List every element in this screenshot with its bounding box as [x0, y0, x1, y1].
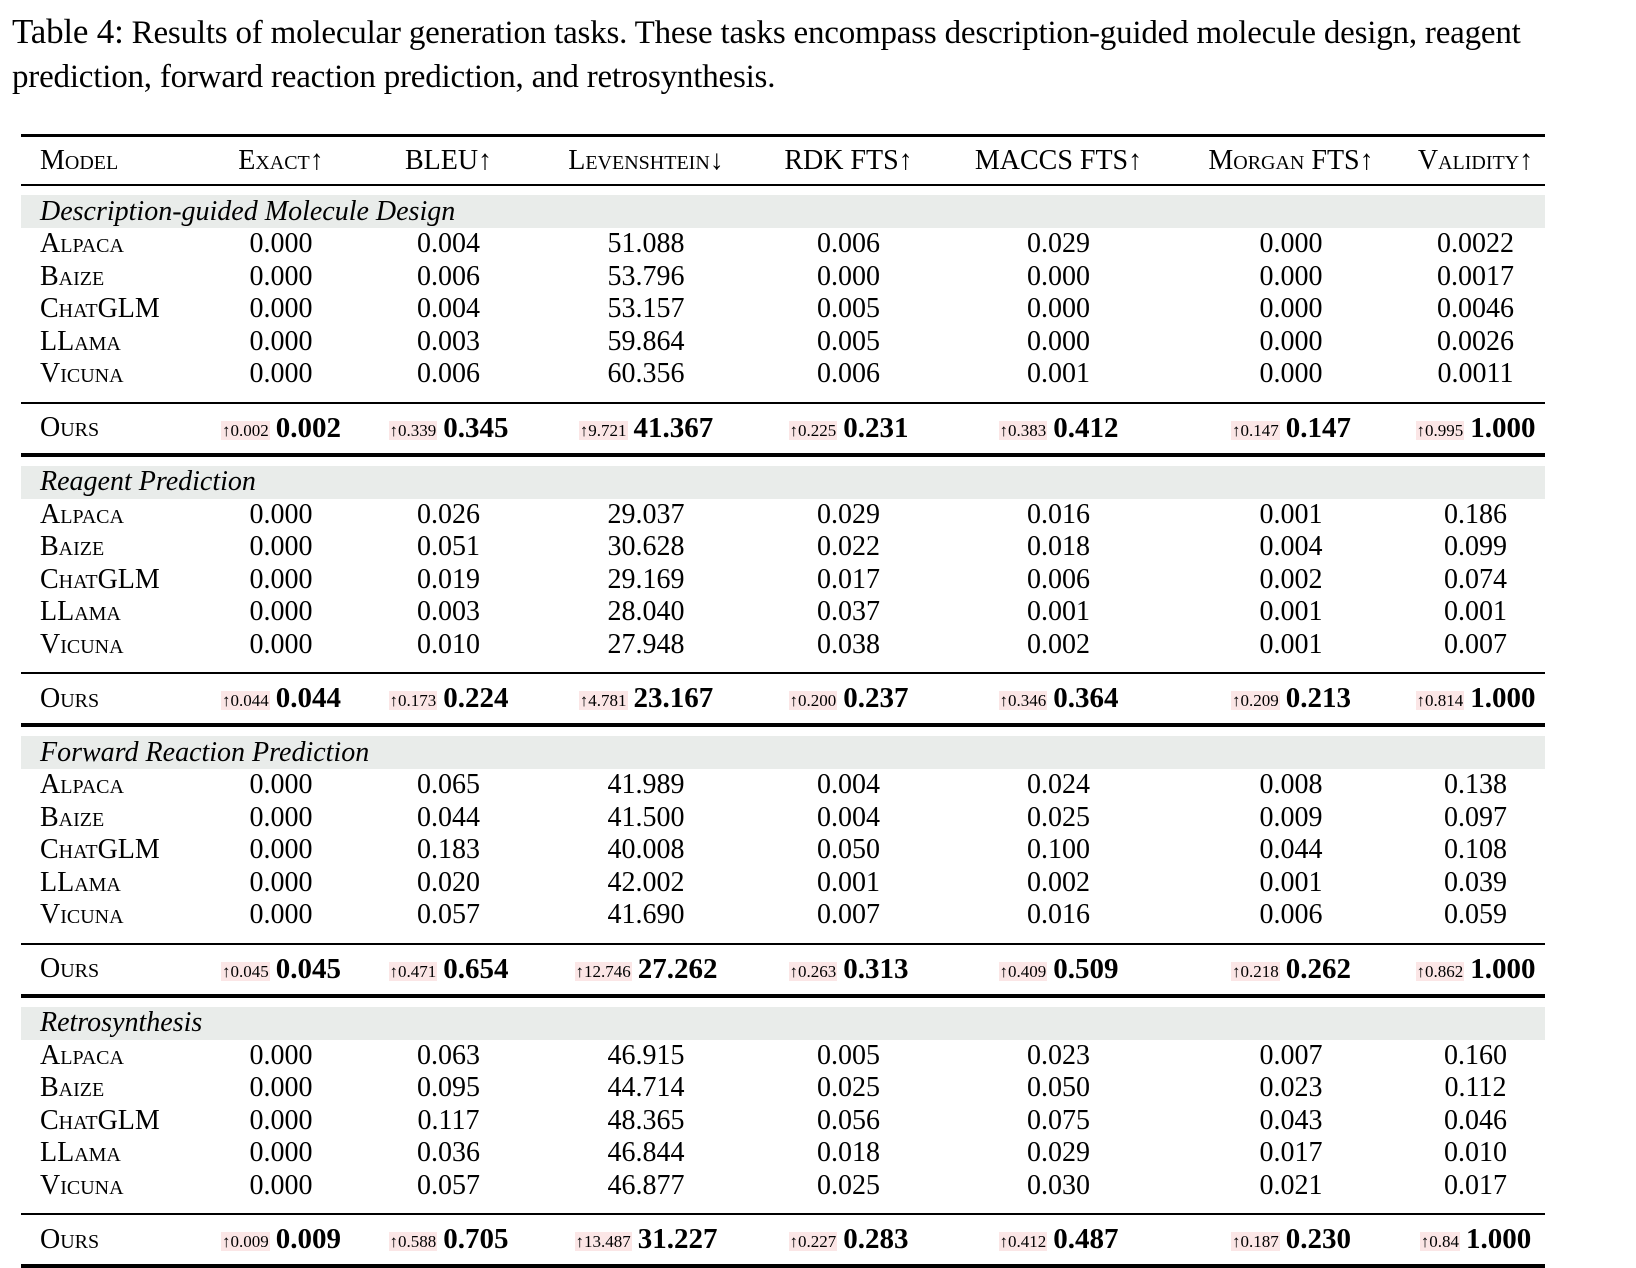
best-value: 1.000: [1470, 952, 1536, 985]
metric-cell: 0.025: [817, 1072, 880, 1104]
best-value: 0.654: [443, 952, 509, 985]
metric-cell: 27.948: [607, 628, 685, 660]
metric-cell: 0.000: [249, 596, 313, 628]
table-row: [21, 1040, 1545, 1073]
metric-cell: 0.005: [817, 325, 880, 357]
ours-metric-cell: [1406, 953, 1545, 986]
best-value: 41.367: [633, 411, 714, 444]
metric-cell: 0.026: [417, 498, 480, 530]
metric-cell: 0.138: [1444, 769, 1507, 801]
model-name: Vicuna: [40, 1169, 124, 1201]
table-row: [21, 564, 1545, 597]
best-value: 0.283: [843, 1223, 909, 1255]
table-row: [21, 867, 1545, 900]
metric-cell: 0.0011: [1437, 358, 1514, 390]
best-value: 0.487: [1053, 1223, 1119, 1255]
metric-cell: 0.099: [1444, 531, 1507, 563]
table-row: [21, 261, 1545, 294]
best-value: 31.227: [637, 1223, 718, 1255]
best-value: 0.213: [1285, 682, 1351, 714]
model-name: ChatGLM: [40, 834, 160, 866]
improvement-delta: ↑0.147: [1232, 420, 1279, 440]
improvement-delta: ↑13.487: [575, 1232, 631, 1251]
caption-label: Table 4:: [12, 12, 124, 51]
ours-metric-cell: [941, 682, 1176, 715]
metric-cell: 0.004: [1259, 531, 1323, 563]
metric-cell: 51.088: [607, 228, 685, 260]
metric-cell: 0.117: [417, 1104, 480, 1136]
table-row: [21, 228, 1545, 261]
metric-cell: 0.100: [1027, 834, 1090, 866]
improvement-delta: ↑0.471: [389, 961, 437, 981]
best-value: 1.000: [1466, 1223, 1532, 1255]
best-value: 0.345: [443, 411, 509, 444]
metric-cell: 0.000: [1027, 293, 1090, 325]
improvement-delta: ↑0.346: [999, 691, 1047, 710]
model-name: LLama: [40, 325, 121, 357]
ours-metric-cell: [201, 953, 361, 986]
section-end-rule: [21, 1264, 1545, 1268]
improvement-delta: ↑0.200: [789, 691, 837, 710]
metric-cell: 0.000: [249, 260, 313, 292]
metric-cell: 0.063: [417, 1039, 480, 1071]
metric-cell: 0.000: [249, 358, 313, 390]
improvement-delta: ↑0.187: [1232, 1232, 1279, 1251]
metric-cell: 0.000: [1259, 260, 1323, 292]
metric-cell: 0.018: [1027, 531, 1090, 563]
ours-row: [21, 674, 1545, 723]
best-value: 0.002: [275, 411, 341, 444]
metric-cell: 0.006: [1259, 899, 1323, 931]
best-value: 0.147: [1285, 411, 1351, 444]
metric-cell: 0.036: [417, 1137, 480, 1169]
metric-cell: 0.043: [1259, 1104, 1323, 1136]
model-name: Vicuna: [40, 358, 124, 390]
header-validity: Validity↑: [1417, 144, 1534, 176]
header-exact: Exact↑: [238, 144, 324, 176]
improvement-delta: ↑12.746: [575, 961, 631, 981]
metric-cell: 0.000: [249, 1104, 313, 1136]
improvement-delta: ↑0.045: [222, 961, 269, 981]
metric-cell: 0.006: [417, 358, 480, 390]
metric-cell: 0.003: [417, 325, 480, 357]
best-value: 23.167: [633, 682, 714, 714]
metric-cell: 60.356: [607, 358, 685, 390]
ours-metric-cell: [536, 682, 756, 715]
metric-cell: 46.915: [607, 1039, 685, 1071]
metric-cell: 0.057: [417, 1169, 480, 1201]
metric-cell: 0.021: [1259, 1169, 1323, 1201]
metric-cell: 41.690: [607, 899, 685, 931]
model-name: Vicuna: [40, 899, 124, 931]
metric-cell: 0.018: [817, 1137, 880, 1169]
ours-metric-cell: [361, 1223, 536, 1256]
improvement-delta: ↑0.173: [389, 691, 437, 710]
table-row: [21, 1105, 1545, 1138]
ours-metric-cell: [536, 1223, 756, 1256]
metric-cell: 0.000: [249, 769, 313, 801]
metric-cell: 0.000: [1259, 358, 1323, 390]
metric-cell: 0.008: [1259, 769, 1323, 801]
metric-cell: 0.000: [249, 1072, 313, 1104]
metric-cell: 46.844: [607, 1137, 685, 1169]
metric-cell: 0.037: [817, 596, 880, 628]
best-value: 0.705: [443, 1223, 509, 1255]
metric-cell: 0.020: [417, 866, 480, 898]
ours-metric-cell: [536, 953, 756, 986]
metric-cell: 0.007: [817, 899, 880, 931]
improvement-delta: ↑0.995: [1416, 420, 1464, 440]
ours-metric-cell: [536, 412, 756, 445]
ours-metric-cell: [1176, 1223, 1406, 1256]
table-row: [21, 596, 1545, 629]
table-row: [21, 1072, 1545, 1105]
model-name: Baize: [40, 801, 105, 833]
metric-cell: 0.019: [417, 563, 480, 595]
metric-cell: 0.000: [249, 1169, 313, 1201]
metric-cell: 0.160: [1444, 1039, 1507, 1071]
improvement-delta: ↑0.209: [1232, 691, 1279, 710]
best-value: 0.044: [275, 682, 341, 714]
metric-cell: 0.051: [417, 531, 480, 563]
metric-cell: 46.877: [607, 1169, 685, 1201]
model-name: Ours: [40, 1223, 100, 1255]
metric-cell: 0.006: [817, 358, 880, 390]
ours-metric-cell: [941, 1223, 1176, 1256]
metric-cell: 0.025: [817, 1169, 880, 1201]
ours-metric-cell: [1406, 412, 1545, 445]
section-header: Retrosynthesis: [21, 1007, 1545, 1040]
metric-cell: 0.056: [817, 1104, 880, 1136]
best-value: 0.045: [275, 952, 341, 985]
metric-cell: 0.004: [817, 769, 880, 801]
improvement-delta: ↑0.409: [999, 961, 1047, 981]
metric-cell: 40.008: [607, 834, 685, 866]
model-name: Alpaca: [40, 1039, 124, 1071]
metric-cell: 41.500: [607, 801, 685, 833]
ours-metric-cell: [361, 412, 536, 445]
caption-text: Results of molecular generation tasks. These tasks encompass description-guided molecule design, reagent prediction, forward reaction prediction, and retrosynthesis.: [12, 15, 1521, 95]
ours-row: [21, 945, 1545, 994]
header-maccs-fts: MACCS FTS↑: [974, 144, 1143, 176]
metric-cell: 0.005: [817, 1039, 880, 1071]
header-model: Model: [40, 144, 119, 176]
metric-cell: 0.029: [817, 498, 880, 530]
ours-metric-cell: [756, 1223, 941, 1256]
metric-cell: 0.010: [1444, 1137, 1507, 1169]
metric-cell: 0.022: [817, 531, 880, 563]
model-name: Alpaca: [40, 498, 124, 530]
metric-cell: 0.025: [1027, 801, 1090, 833]
model-name: Alpaca: [40, 769, 124, 801]
best-value: 0.364: [1053, 682, 1119, 714]
section-header: Reagent Prediction: [21, 466, 1545, 499]
metric-cell: 0.006: [1027, 563, 1090, 595]
metric-cell: 0.000: [249, 866, 313, 898]
metric-cell: 0.000: [249, 563, 313, 595]
metric-cell: 0.0017: [1437, 260, 1514, 292]
metric-cell: 0.023: [1027, 1039, 1090, 1071]
model-name: Baize: [40, 260, 105, 292]
improvement-delta: ↑0.383: [999, 420, 1047, 440]
metric-cell: 0.0022: [1437, 228, 1514, 260]
metric-cell: 0.000: [249, 531, 313, 563]
improvement-delta: ↑4.781: [579, 691, 627, 710]
metric-cell: 28.040: [607, 596, 685, 628]
metric-cell: 0.001: [1027, 596, 1090, 628]
metric-cell: 0.074: [1444, 563, 1507, 595]
metric-cell: 0.000: [249, 325, 313, 357]
header-levenshtein: Levenshtein↓: [568, 144, 724, 176]
best-value: 0.237: [843, 682, 909, 714]
table-row: [21, 531, 1545, 564]
metric-cell: 0.000: [1259, 293, 1323, 325]
metric-cell: 0.095: [417, 1072, 480, 1104]
metric-cell: 29.037: [607, 498, 685, 530]
ours-metric-cell: [361, 953, 536, 986]
metric-cell: 0.016: [1027, 899, 1090, 931]
improvement-delta: ↑0.588: [389, 1232, 437, 1251]
metric-cell: 0.001: [1259, 596, 1323, 628]
improvement-delta: ↑0.227: [789, 1232, 837, 1251]
metric-cell: 0.029: [1027, 1137, 1090, 1169]
metric-cell: 0.075: [1027, 1104, 1090, 1136]
section-end-rule: [21, 994, 1545, 998]
metric-cell: 0.057: [417, 899, 480, 931]
ours-metric-cell: [201, 1223, 361, 1256]
ours-row: [21, 1215, 1545, 1264]
metric-cell: 0.112: [1444, 1072, 1507, 1104]
improvement-delta: ↑0.044: [222, 691, 269, 710]
model-name: ChatGLM: [40, 563, 160, 595]
metric-cell: 0.065: [417, 769, 480, 801]
best-value: 0.009: [275, 1223, 341, 1255]
ours-metric-cell: [756, 412, 941, 445]
ours-metric-cell: [361, 682, 536, 715]
metric-cell: 0.000: [249, 228, 313, 260]
metric-cell: 0.183: [417, 834, 480, 866]
improvement-delta: ↑0.218: [1232, 961, 1279, 981]
table-row: [21, 769, 1545, 802]
metric-cell: 0.0046: [1437, 293, 1514, 325]
metric-cell: 0.002: [1259, 563, 1323, 595]
metric-cell: 0.017: [817, 563, 880, 595]
metric-cell: 0.001: [1259, 628, 1323, 660]
metric-cell: 0.004: [817, 801, 880, 833]
table-row: [21, 899, 1545, 932]
ours-metric-cell: [1176, 682, 1406, 715]
ours-metric-cell: [201, 412, 361, 445]
best-value: 0.262: [1285, 952, 1351, 985]
best-value: 1.000: [1470, 682, 1536, 714]
metric-cell: 0.002: [1027, 866, 1090, 898]
table-row: [21, 1170, 1545, 1203]
improvement-delta: ↑0.412: [999, 1232, 1047, 1251]
ours-metric-cell: [1406, 682, 1545, 715]
model-name: ChatGLM: [40, 1104, 160, 1136]
ours-metric-cell: [1406, 1223, 1545, 1256]
spacer: [21, 932, 1545, 943]
metric-cell: 48.365: [607, 1104, 685, 1136]
ours-metric-cell: [756, 682, 941, 715]
metric-cell: 0.016: [1027, 498, 1090, 530]
metric-cell: 0.001: [1027, 358, 1090, 390]
metric-cell: 0.002: [1027, 628, 1090, 660]
metric-cell: 0.017: [1444, 1169, 1507, 1201]
metric-cell: 0.003: [417, 596, 480, 628]
improvement-delta: ↑0.009: [222, 1232, 269, 1251]
metric-cell: 0.001: [817, 866, 880, 898]
best-value: 0.230: [1285, 1223, 1351, 1255]
model-name: LLama: [40, 1137, 121, 1169]
ours-metric-cell: [941, 412, 1176, 445]
metric-cell: 0.010: [417, 628, 480, 660]
header-morgan-fts: Morgan FTS↑: [1208, 144, 1374, 176]
improvement-delta: ↑0.263: [789, 961, 837, 981]
metric-cell: 0.001: [1444, 596, 1507, 628]
improvement-delta: ↑0.225: [789, 420, 837, 440]
model-name: Alpaca: [40, 228, 124, 260]
metric-cell: 0.000: [1027, 325, 1090, 357]
metric-cell: 0.000: [249, 498, 313, 530]
spacer: [21, 661, 1545, 672]
metric-cell: 0.023: [1259, 1072, 1323, 1104]
header-row: [21, 137, 1545, 184]
improvement-delta: ↑0.339: [389, 420, 437, 440]
metric-cell: 0.029: [1027, 228, 1090, 260]
metric-cell: 0.000: [249, 834, 313, 866]
table-row: [21, 358, 1545, 391]
spacer: [21, 391, 1545, 402]
ours-metric-cell: [1176, 412, 1406, 445]
metric-cell: 0.050: [1027, 1072, 1090, 1104]
improvement-delta: ↑0.862: [1416, 961, 1464, 981]
metric-cell: 0.038: [817, 628, 880, 660]
ours-row: [21, 404, 1545, 453]
model-name: LLama: [40, 866, 121, 898]
best-value: 1.000: [1470, 411, 1536, 444]
best-value: 0.224: [443, 682, 509, 714]
improvement-delta: ↑0.002: [222, 420, 269, 440]
metric-cell: 0.006: [817, 228, 880, 260]
table-row: [21, 293, 1545, 326]
best-value: 0.412: [1053, 411, 1119, 444]
metric-cell: 0.044: [417, 801, 480, 833]
header-rule: [21, 184, 1545, 186]
metric-cell: 0.000: [249, 1137, 313, 1169]
metric-cell: 30.628: [607, 531, 685, 563]
metric-cell: 0.001: [1259, 866, 1323, 898]
table-body: [21, 195, 1545, 1268]
header-rdk-fts: RDK FTS↑: [784, 144, 913, 176]
metric-cell: 42.002: [607, 866, 685, 898]
spacer: [21, 1202, 1545, 1213]
metric-cell: 0.006: [417, 260, 480, 292]
improvement-delta: ↑9.721: [579, 420, 627, 440]
section-end-rule: [21, 723, 1545, 727]
metric-cell: 0.007: [1259, 1039, 1323, 1071]
ours-metric-cell: [201, 682, 361, 715]
ours-metric-cell: [756, 953, 941, 986]
model-name: Baize: [40, 1072, 105, 1104]
table-row: [21, 802, 1545, 835]
metric-cell: 0.000: [249, 899, 313, 931]
metric-cell: 0.017: [1259, 1137, 1323, 1169]
improvement-delta: ↑0.814: [1416, 691, 1464, 710]
metric-cell: 0.000: [249, 801, 313, 833]
metric-cell: 0.044: [1259, 834, 1323, 866]
metric-cell: 53.796: [607, 260, 685, 292]
table-row: [21, 326, 1545, 359]
metric-cell: 41.989: [607, 769, 685, 801]
model-name: Ours: [40, 953, 100, 984]
model-name: Ours: [40, 682, 100, 714]
metric-cell: 0.050: [817, 834, 880, 866]
metric-cell: 0.059: [1444, 899, 1507, 931]
metric-cell: 0.009: [1259, 801, 1323, 833]
metric-cell: 0.000: [1027, 260, 1090, 292]
model-name: Vicuna: [40, 628, 124, 660]
metric-cell: 0.046: [1444, 1104, 1507, 1136]
metric-cell: 0.000: [1259, 228, 1323, 260]
section-header: Description-guided Molecule Design: [21, 195, 1545, 228]
ours-metric-cell: [941, 953, 1176, 986]
section-header: Forward Reaction Prediction: [21, 736, 1545, 769]
metric-cell: 0.000: [817, 260, 880, 292]
metric-cell: 0.004: [417, 228, 480, 260]
best-value: 0.313: [843, 952, 909, 985]
best-value: 0.231: [843, 411, 909, 444]
model-name: Ours: [40, 412, 100, 443]
model-name: LLama: [40, 596, 121, 628]
metric-cell: 44.714: [607, 1072, 685, 1104]
best-value: 0.509: [1053, 952, 1119, 985]
metric-cell: 0.030: [1027, 1169, 1090, 1201]
metric-cell: 0.186: [1444, 498, 1507, 530]
metric-cell: 0.004: [417, 293, 480, 325]
metric-cell: 53.157: [607, 293, 685, 325]
section-end-rule: [21, 453, 1545, 457]
model-name: ChatGLM: [40, 293, 160, 325]
metric-cell: 0.005: [817, 293, 880, 325]
metric-cell: 0.039: [1444, 866, 1507, 898]
table-row: [21, 629, 1545, 662]
table-row: [21, 1137, 1545, 1170]
metric-cell: 0.001: [1259, 498, 1323, 530]
metric-cell: 0.024: [1027, 769, 1090, 801]
metric-cell: 0.108: [1444, 834, 1507, 866]
metric-cell: 0.0026: [1437, 325, 1514, 357]
model-name: Baize: [40, 531, 105, 563]
table-row: [21, 499, 1545, 532]
table-row: [21, 834, 1545, 867]
table-caption: [12, 10, 1632, 99]
improvement-delta: ↑0.84: [1420, 1232, 1459, 1251]
header-bleu: BLEU↑: [404, 144, 493, 176]
ours-metric-cell: [1176, 953, 1406, 986]
metric-cell: 0.000: [249, 293, 313, 325]
best-value: 27.262: [637, 952, 718, 985]
results-table: [21, 134, 1545, 1268]
metric-cell: 29.169: [607, 563, 685, 595]
metric-cell: 59.864: [607, 325, 685, 357]
metric-cell: 0.000: [1259, 325, 1323, 357]
metric-cell: 0.000: [249, 628, 313, 660]
metric-cell: 0.000: [249, 1039, 313, 1071]
metric-cell: 0.097: [1444, 801, 1507, 833]
metric-cell: 0.007: [1444, 628, 1507, 660]
